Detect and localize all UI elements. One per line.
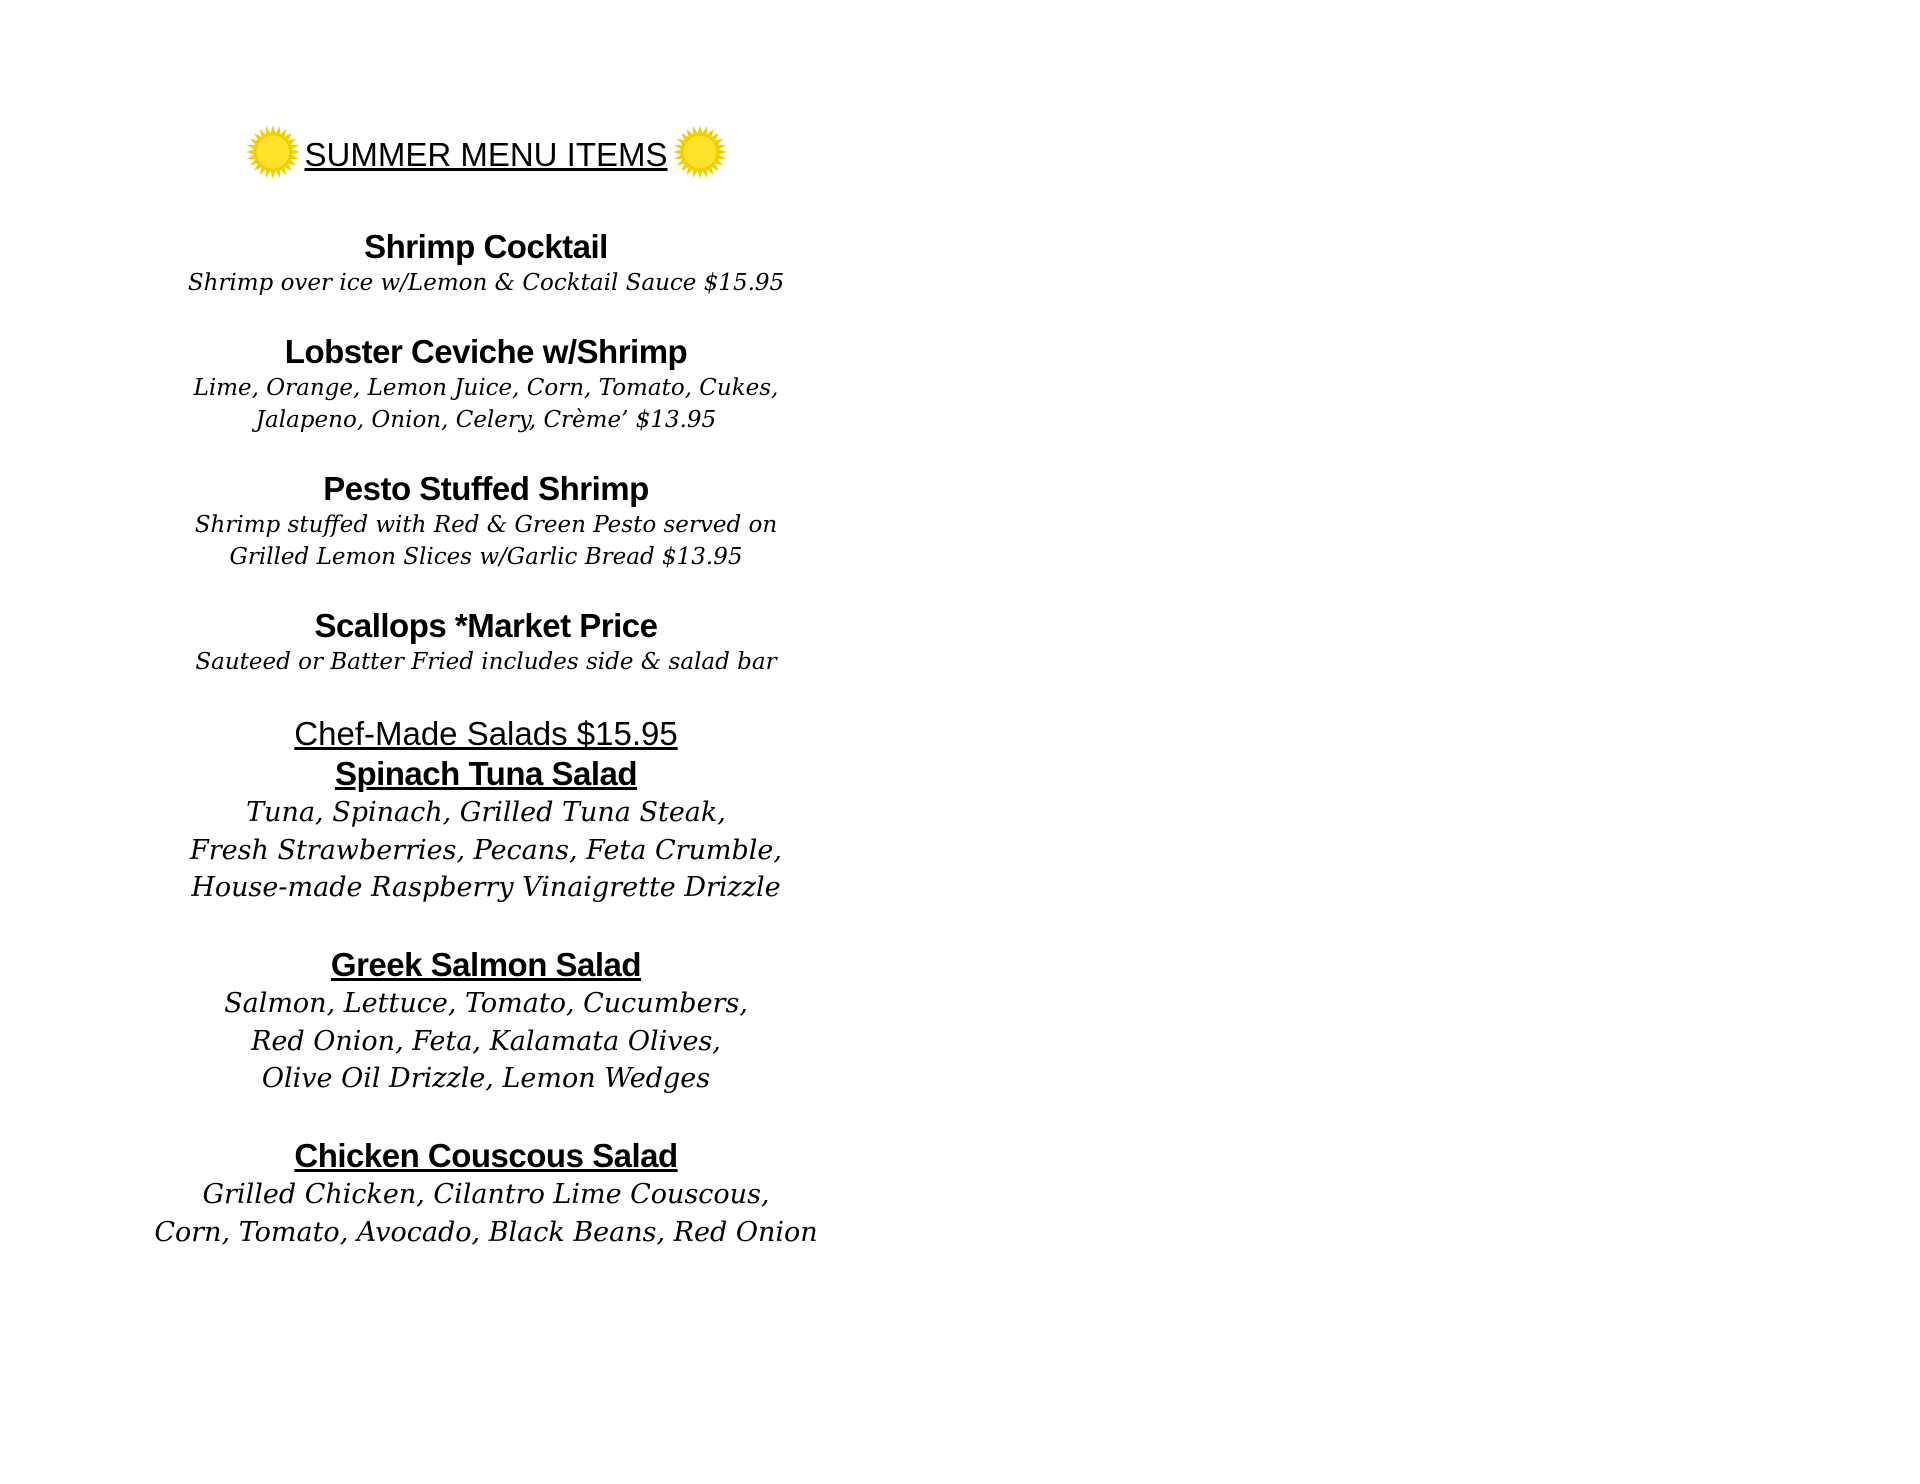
- salad-description: House-made Raspberry Vinaigrette Drizzle: [191, 872, 781, 903]
- item-name: Shrimp Cocktail: [364, 228, 608, 265]
- item-description: Sauteed or Batter Fried includes side & salad bar: [195, 649, 777, 675]
- salad-description: Salmon, Lettuce, Tomato, Cucumbers,: [224, 988, 748, 1019]
- item-name: Scallops *Market Price: [314, 607, 658, 644]
- salad-description: Grilled Chicken, Cilantro Lime Couscous,: [202, 1179, 770, 1210]
- salad-description: Red Onion, Feta, Kalamata Olives,: [251, 1025, 721, 1057]
- salad-description: Fresh Strawberries, Pecans, Feta Crumble,: [190, 834, 782, 866]
- item-description: Shrimp stuffed with Red & Green Pesto served on: [194, 512, 778, 538]
- salad-item: [140, 1136, 832, 1251]
- item-description: Jalapeno, Onion, Celery, Crème’ $13.95: [255, 407, 717, 433]
- salad-description: Olive Oil Drizzle, Lemon Wedges: [261, 1063, 711, 1094]
- item-description: Shrimp over ice w/Lemon & Cocktail Sauce $15.95: [187, 270, 785, 296]
- item-name: Pesto Stuffed Shrimp: [323, 470, 649, 507]
- salads-section: [140, 714, 832, 907]
- sun-icon-graphic: [672, 124, 728, 180]
- salad-description: Corn, Tomato, Avocado, Black Beans, Red Onion: [154, 1216, 818, 1248]
- item-description: Lime, Orange, Lemon Juice, Corn, Tomato, Cukes,: [193, 375, 779, 401]
- menu-item: [140, 332, 832, 436]
- salad-name: Greek Salmon Salad: [330, 946, 642, 983]
- item-name: Lobster Ceviche w/Shrimp: [284, 333, 688, 370]
- salad-name: Chicken Couscous Salad: [294, 1137, 678, 1174]
- menu-item: [140, 606, 832, 678]
- sun-icon: [245, 124, 301, 180]
- salad-name: Spinach Tuna Salad: [334, 755, 638, 792]
- sun-icon: [672, 124, 728, 180]
- menu-item: [140, 227, 832, 299]
- item-description: Grilled Lemon Slices w/Garlic Bread $13.95: [229, 544, 743, 570]
- salad-description: Tuna, Spinach, Grilled Tuna Steak,: [246, 797, 726, 828]
- salads-heading: Chef-Made Salads $15.95: [294, 715, 678, 752]
- menu-item: [140, 469, 832, 573]
- menu-title: SUMMER MENU ITEMS: [304, 136, 668, 173]
- menu-header: [140, 124, 832, 180]
- salad-item: [140, 945, 832, 1098]
- sun-icon-graphic: [245, 124, 301, 180]
